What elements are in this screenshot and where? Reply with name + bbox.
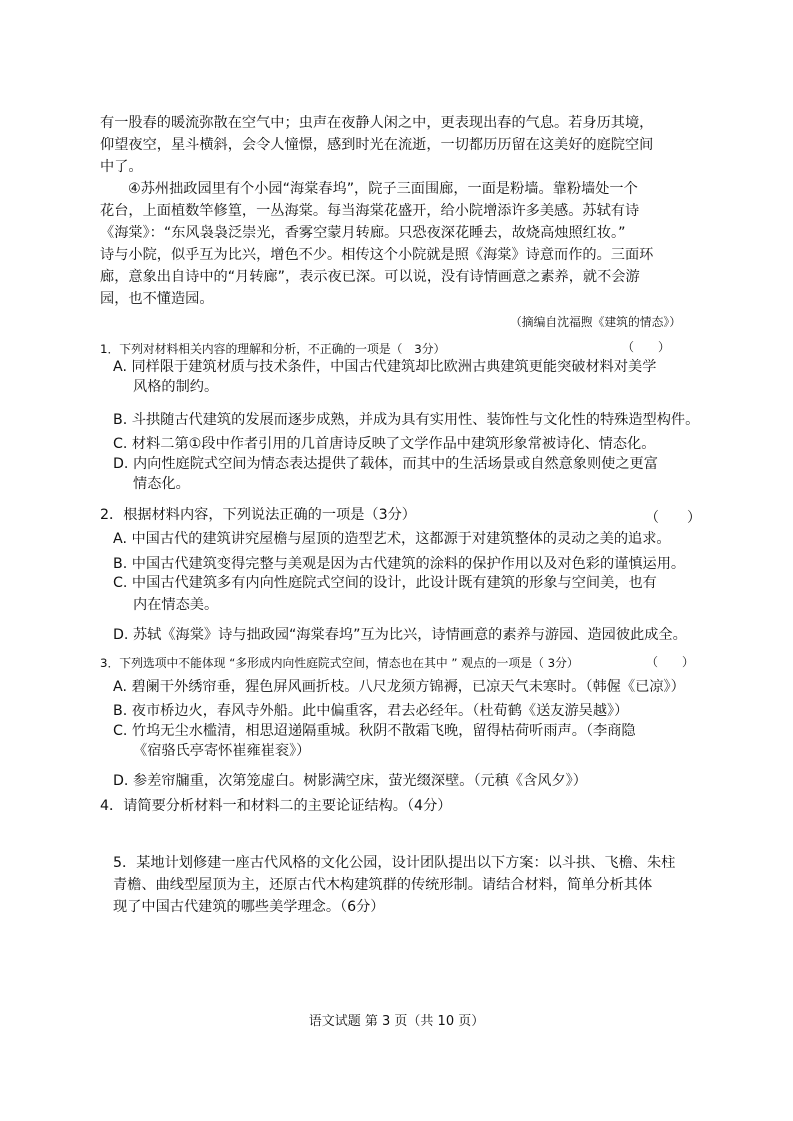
- option-d-cont: 情态化。: [133, 476, 190, 492]
- page-footer: 语文试题 第 3 页（共 10 页）: [308, 1014, 485, 1029]
- answer-bracket: （ ）: [646, 655, 695, 669]
- option-c: C. 中国古代建筑多有内向性庭院式空间的设计，此设计既有建筑的形象与空间美，也有: [113, 575, 657, 591]
- question-2-stem: 2．根据材料内容，下列说法正确的一项是（3分）: [100, 507, 416, 523]
- question-5-line: 现了中国古代建筑的哪些美学理念。（6分）: [113, 899, 385, 915]
- source-citation: （摘编自沈福煦《建筑的情态》）: [510, 315, 682, 329]
- question-5-line: 青檐、曲线型屋顶为主，还原古代木构建筑群的传统形制。请结合材料，简单分析其体: [113, 877, 653, 893]
- option-a: A. 同样限于建筑材质与技术条件，中国古代建筑却比欧洲古典建筑更能突破材料对美学: [113, 359, 657, 375]
- option-d: D. 参差帘牖重，次第笼虚白。树影满空床，萤光缀深壁。（元稹《含风夕》）: [113, 773, 587, 789]
- option-d: D. 内向性庭院式空间为情态表达提供了载体，而其中的生活场景或自然意象则使之更富: [113, 456, 658, 472]
- option-a: A. 碧阑干外绣帘垂，猩色屏风画折枝。八尺龙须方锦褥，已凉天气未寒时。（韩偓《已凉》）: [113, 679, 685, 695]
- option-b: B. 夜市桥边火，春风寺外船。此中偏重客，君去必经年。（杜荀鹤《送友游吴越》）: [113, 703, 629, 719]
- option-c: C. 材料二第①段中作者引用的几首唐诗反映了文学作品中建筑形象常被诗化、情态化。: [113, 436, 656, 452]
- question-1-stem: 1．下列对材料相关内容的理解和分析，不正确的一项是（ 3分）: [100, 342, 446, 356]
- option-b: B. 斗拱随古代建筑的发展而逐步成熟，并成为具有实用性、装饰性与文化性的特殊造型构件。: [113, 412, 700, 428]
- passage-line: ④苏州拙政园里有个小园“海棠春坞”，院子三面围廊，一面是粉墙。靠粉墙处一个: [128, 181, 638, 197]
- passage-line: 园，也不懂造园。: [100, 291, 214, 307]
- option-c-cont: 内在情态美。: [133, 597, 219, 613]
- passage-line: 中了。: [100, 159, 143, 175]
- option-a: A. 中国古代的建筑讲究屋檐与屋顶的造型艺术，这都源于对建筑整体的灵动之美的追求。: [113, 531, 671, 547]
- question-5-line: 5．某地计划修建一座古代风格的文化公园，设计团队提出以下方案：以斗拱、飞檐、朱柱: [113, 855, 676, 871]
- question-3-stem: 3．下列选项中不能体现 “多形成内向性庭院式空间，情态也在其中 ” 观点的一项是（ 3分）: [100, 656, 579, 670]
- option-b: B. 中国古代建筑变得完整与美观是因为古代建筑的涂料的保护作用以及对色彩的谨慎运用。: [113, 556, 686, 572]
- question-4-stem: 4．请简要分析材料一和材料二的主要论证结构。（4分）: [100, 798, 452, 814]
- passage-line: 有一股春的暖流弥散在空气中；虫声在夜静人闲之中，更表现出春的气息。若身历其境，: [100, 115, 654, 131]
- passage-line: 诗与小院，似乎互为比兴，增色不少。相传这个小院就是照《海棠》诗意而作的。三面环: [100, 247, 654, 263]
- option-c: C. 竹坞无尘水槛清，相思迢递隔重城。秋阴不散霜飞晚，留得枯荷听雨声。（李商隐: [113, 723, 636, 739]
- passage-line: 《海棠》：“东风袅袅泛崇光，香雾空蒙月转廊。只恐夜深花睡去，故烧高烛照红妆。”: [100, 225, 626, 241]
- option-a-cont: 风格的制约。: [133, 379, 219, 395]
- option-c-cont: 《宿骆氏亭寄怀崔雍崔衮》）: [133, 743, 311, 759]
- passage-line: 仰望夜空，星斗横斜，会令人憧憬，感到时光在流逝，一切都历历留在这美好的庭院空间: [100, 137, 654, 153]
- passage-line: 廊，意象出自诗中的“月转廊”，表示夜已深。可以说，没有诗情画意之素养，就不会游: [100, 269, 640, 285]
- option-d: D. 苏轼《海棠》诗与拙政园“海棠春坞”互为比兴，诗情画意的素养与游园、造园彼此成全。: [113, 627, 687, 643]
- passage-line: 花台，上面植数竿修篁，一丛海棠。每当海棠花盛开，给小院增添许多美感。苏轼有诗: [100, 203, 640, 219]
- answer-bracket: （ ）: [622, 340, 671, 354]
- answer-bracket: （ ）: [645, 510, 701, 526]
